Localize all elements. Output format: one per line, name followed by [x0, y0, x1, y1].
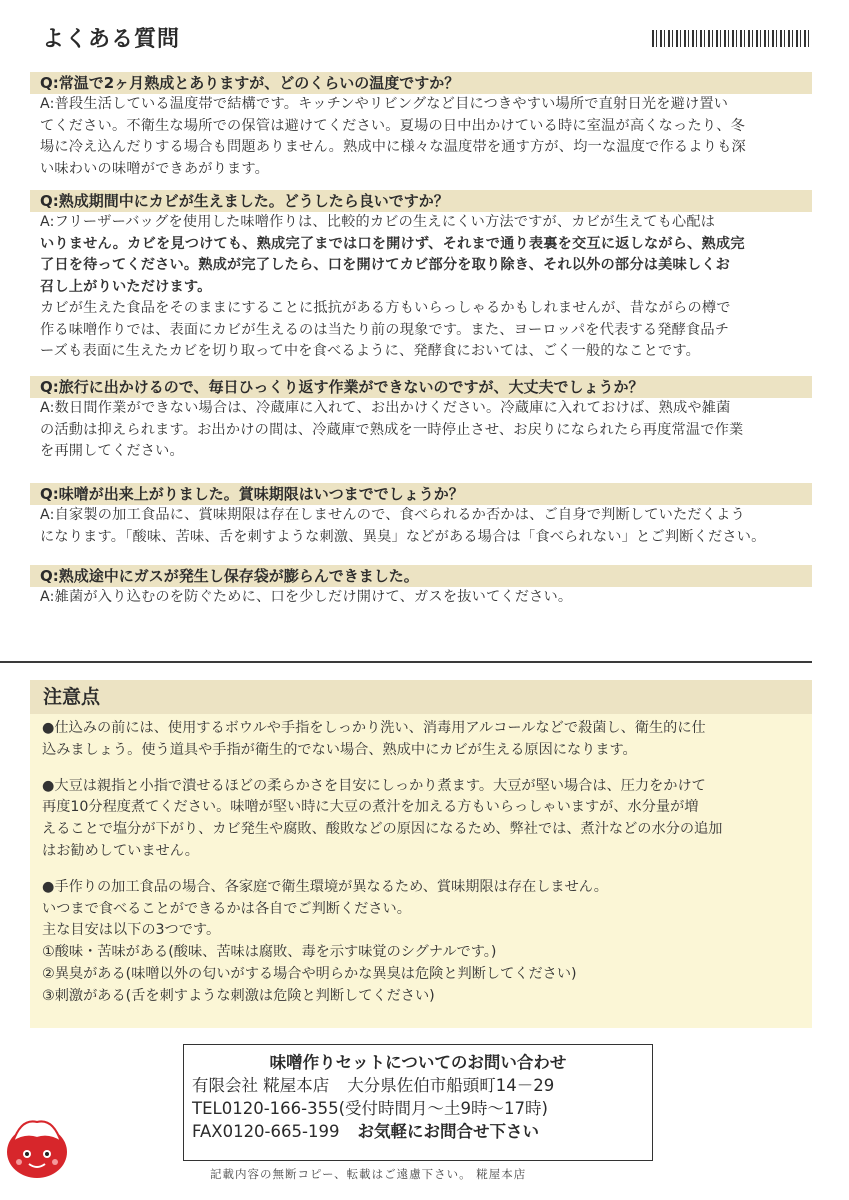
faq-question: Q:熟成途中にガスが発生し保存袋が膨らんできました。 [30, 565, 812, 587]
faq-item-2 [30, 190, 812, 363]
faq-answer: A:自家製の加工食品に、賞味期限は存在しませんので、食べられるか否かは、ご自身で判断していただくよう になります。「酸味、苦味、舌を刺すような刺激、異臭」などがある場合は「食べられない」とご判断ください。 [40, 507, 766, 545]
koji-mascot-icon [1, 1112, 73, 1184]
faq-answer: A:フリーザーバッグを使用した味噌作りは、比較的カビの生えにくい方法ですが、カビが生えても心配は いりません。カビを見つけても、熟成完了までは口を開けず、それまで通り表裏を交互に返しながら、熟成完 了日を待ってください。熟成が完了したら、口を開けてカビ部分を取り除き、それ以外の部分は美味しくお 召し上がりいただけます。 カビが生えた食品をそのままにすることに抵抗がある方もいらっしゃるかもしれませんが、昔ながらの樽で 作る味噌作りでは、表面にカビが生えるのは当たり前の現象です。また、ヨーロッパを代表する発酵食品チ ーズも表面に生えたカビを切り取って中を食べるように、発酵食においては、ごく一般的なことです。 [40, 214, 745, 359]
contact-note: お気軽にお問合せ下さい [357, 1122, 539, 1141]
caution-block: ●大豆は親指と小指で潰せるほどの柔らかさを目安にしっかり煮ます。大豆が堅い場合は、圧力をかけて 再度10分程度煮てください。味噌が堅い時に大豆の煮汁を加える方もいらっしゃいますが、水分量が増 えることで塩分が下がり、カビ発生や腐敗、酸敗などの原因になるため、弊社では、煮汁などの水分の追加 はお勧めしていません。 [42, 777, 723, 859]
contact-company-row [184, 1074, 652, 1097]
section-divider [0, 661, 812, 663]
contact-address: 大分県佐伯市船頭町14－29 [347, 1076, 555, 1095]
faq-item-3 [30, 376, 812, 463]
faq-question: Q:常温で2ヶ月熟成とありますが、どのくらいの温度ですか？ [30, 72, 812, 94]
contact-fax-row [184, 1120, 652, 1143]
caution-block: ●手作りの加工食品の場合、各家庭で衛生環境が異なるため、賞味期限は存在しません。 いつまで食べることができるかは各自でご判断ください。 主な目安は以下の3つです。 ①酸味・苦味がある(酸味、苦味は腐敗、毒を示す味覚のシグナルです。) ②異臭がある(味噌以外の匂いがする場合や明らかな異臭は危険と判断してください) ③刺激がある(舌を刺すような刺激は危険と判断してください) [42, 878, 608, 1004]
contact-box [183, 1044, 653, 1161]
caution-section [30, 680, 812, 1028]
caution-title: 注意点 [30, 680, 812, 714]
contact-fax: FAX0120-665-199 [192, 1122, 340, 1141]
caution-body [30, 714, 812, 1008]
faq-answer: A:雑菌が入り込むのを防ぐために、口を少しだけ開けて、ガスを抜いてください。 [40, 589, 573, 605]
copyright-note: 記載内容の無断コピー、転載はご遠慮下さい。 糀屋本店 [210, 1167, 527, 1181]
faq-item-5 [30, 565, 812, 609]
faq-question: Q:旅行に出かけるので、毎日ひっくり返す作業ができないのですが、大丈夫でしょうか？ [30, 376, 812, 398]
faq-item-1 [30, 72, 812, 180]
contact-tel: TEL0120-166-355(受付時間月～土9時～17時) [192, 1099, 548, 1118]
caution-block: ●仕込みの前には、使用するボウルや手指をしっかり洗い、消毒用アルコールなどで殺菌し、衛生的に仕 込みましょう。使う道具や手指が衛生的でない場合、熟成中にカビが生える原因になります。 [42, 720, 706, 758]
faq-answer: A:数日間作業ができない場合は、冷蔵庫に入れて、お出かけください。冷蔵庫に入れておけば、熟成や雑菌 の活動は抑えられます。お出かけの間は、冷蔵庫で熟成を一時停止させ、お戻りになられたら再度常温で作業 を再開してください。 [40, 400, 744, 459]
page-title: よくある質問 [42, 27, 181, 52]
contact-company: 有限会社 糀屋本店 [192, 1076, 330, 1095]
barcode [652, 30, 809, 47]
faq-question: Q:熟成期間中にカビが生えました。どうしたら良いですか？ [30, 190, 812, 212]
faq-item-4 [30, 483, 812, 548]
contact-title: 味噌作りセットについてのお問い合わせ [269, 1053, 567, 1072]
faq-question: Q:味噌が出来上がりました。賞味期限はいつまででしょうか？ [30, 483, 812, 505]
faq-answer: A:普段生活している温度帯で結構です。キッチンやリビングなど目につきやすい場所で直射日光を避け置い てください。不衛生な場所での保管は避けてください。夏場の日中出かけている時に室温が高くなったり、冬 場に冷え込んだりする場合も問題ありません。熟成中に様々な温度帯を通す方が、均一な温度で作るよりも深 い味わいの味噌ができあがります。 [40, 96, 746, 177]
